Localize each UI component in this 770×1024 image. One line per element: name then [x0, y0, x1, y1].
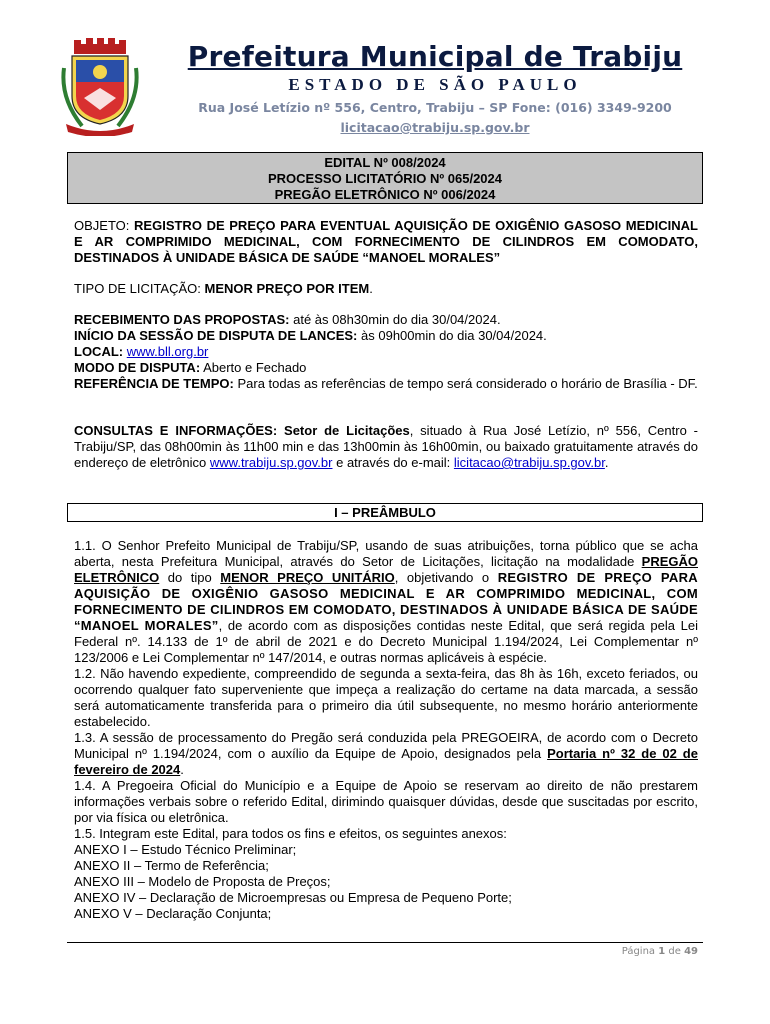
letterhead: [150, 40, 720, 138]
list-item: ANEXO V – Declaração Conjunta;: [74, 906, 272, 921]
recebimento-line: RECEBIMENTO DAS PROPOSTAS: até às 08h30min do dia 30/04/2024.: [74, 312, 501, 327]
list-item: ANEXO IV – Declaração de Microempresas ou Empresa de Pequeno Porte;: [74, 890, 512, 905]
state-name: ESTADO DE SÃO PAULO: [288, 75, 582, 94]
pregao-number: PREGÃO ELETRÔNICO Nº 006/2024: [274, 187, 496, 202]
inicio-line: INÍCIO DA SESSÃO DE DISPUTA DE LANCES: às 09h00min do dia 30/04/2024.: [74, 328, 547, 343]
objeto-paragraph: [74, 218, 698, 266]
address-line: Rua José Letízio nº 556, Centro, Trabiju – SP Fone: (016) 3349-9200: [198, 100, 672, 115]
page-number: Página 1 de 49: [621, 946, 698, 957]
tipo-label: TIPO DE LICITAÇÃO:: [74, 281, 201, 296]
edital-number: EDITAL Nº 008/2024: [324, 155, 446, 170]
licitacao-email-link[interactable]: licitacao@trabiju.sp.gov.br: [453, 455, 605, 470]
paragraph-1-2: 1.2. Não havendo expediente, compreendido de segunda a sexta-feira, das 8h às 16h, exceto feriados, ou ocorrendo qualquer fato superveniente que impeça a realização do certame na data marcada, a sessão será automaticamente transferida para o primeiro dia útil subsequente, no mesmo horário anteriormente estabelecido.: [74, 666, 698, 729]
list-item: ANEXO II – Termo de Referência;: [74, 858, 269, 873]
header-email-link[interactable]: licitacao@trabiju.sp.gov.br: [340, 120, 530, 135]
list-item: ANEXO I – Estudo Técnico Preliminar;: [74, 842, 297, 857]
process-number: PROCESSO LICITATÓRIO Nº 065/2024: [268, 171, 502, 186]
paragraph-1-3: 1.3. A sessão de processamento do Pregão será conduzida pela PREGOEIRA, de acordo com o Decreto Municipal nº 1.194/2024, com o auxílio da Equipe de Apoio, designados pela Portaria nº 32 de 02 de fevereiro de 2024.: [74, 730, 698, 777]
paragraph-1-4: 1.4. A Pregoeira Oficial do Município e a Equipe de Apoio se reservam ao direito de não prestarem informações verbais sobre o referido Edital, dirimindo quaisquer dúvidas, desde que suscitadas por escrito, por via física ou eletrônica.: [74, 778, 698, 825]
municipality-title: Prefeitura Municipal de Trabiju: [187, 40, 683, 73]
consultas-paragraph: CONSULTAS E INFORMAÇÕES: Setor de Licitações, situado à Rua José Letízio, nº 556, Centro - Trabiju/SP, das 08h00min às 11h00 min e das 13h00min às 16h00min, ou baixado gratuitamente através do endereço de eletrônico www.trabiju.sp.gov.br e através do e-mail: licitacao@trabiju.sp.gov.br.: [74, 423, 698, 470]
bll-link[interactable]: www.bll.org.br: [126, 344, 209, 359]
tipo-paragraph: TIPO DE LICITAÇÃO: MENOR PREÇO POR ITEM.: [74, 281, 373, 296]
list-item: ANEXO III – Modelo de Proposta de Preços;: [74, 874, 331, 889]
referencia-line: REFERÊNCIA DE TEMPO: Para todas as referências de tempo será considerado o horário de Brasília - DF.: [74, 376, 698, 391]
edital-heading-box: [67, 152, 703, 204]
objeto-label: OBJETO:: [74, 218, 130, 233]
local-line: LOCAL: www.bll.org.br: [74, 344, 209, 359]
anexo-list: [74, 842, 698, 922]
section-title-preambulo: I – PREÂMBULO: [67, 503, 703, 522]
modo-line: MODO DE DISPUTA: Aberto e Fechado: [74, 360, 307, 375]
tipo-value: MENOR PREÇO POR ITEM: [204, 281, 370, 296]
trabiju-site-link[interactable]: www.trabiju.sp.gov.br: [209, 455, 333, 470]
objeto-text: REGISTRO DE PREÇO PARA EVENTUAL AQUISIÇÃO DE OXIGÊNIO GASOSO MEDICINAL E AR COMPRIMIDO MEDICINAL, COM FORNECIMENTO DE CILINDROS EM COMODATO, DESTINADOS À UNIDADE BÁSICA DE SAÚDE “MANOEL MORALES”: [74, 218, 698, 265]
preambulo-block: [74, 538, 698, 922]
coat-of-arms-icon: [60, 38, 140, 136]
paragraph-1-5: 1.5. Integram este Edital, para todos os fins e efeitos, os seguintes anexos:: [74, 826, 507, 841]
info-block: [74, 312, 698, 392]
footer-divider: [67, 942, 703, 943]
paragraph-1-1: 1.1. O Senhor Prefeito Municipal de Trabiju/SP, usando de suas atribuições, torna público que se acha aberta, nesta Prefeitura Municipal, através do Setor de Licitações, licitação na modalidade PREGÃO ELETRÔNICO do tipo MENOR PREÇO UNITÁRIO, objetivando o REGISTRO DE PREÇO PARA AQUISIÇÃO DE OXIGÊNIO GASOSO MEDICINAL E AR COMPRIMIDO MEDICINAL, COM FORNECIMENTO DE CILINDROS EM COMODATO, DESTINADOS À UNIDADE BÁSICA DE SAÚDE “MANOEL MORALES”, de acordo com as disposições contidas neste Edital, que será regida pela Lei Federal nº. 14.133 de 1º de abril de 2021 e do Decreto Municipal 1.194/2024, Lei Complementar nº 123/2006 e Lei Complementar nº 147/2014, e outras normas aplicáveis à espécie.: [74, 538, 698, 665]
